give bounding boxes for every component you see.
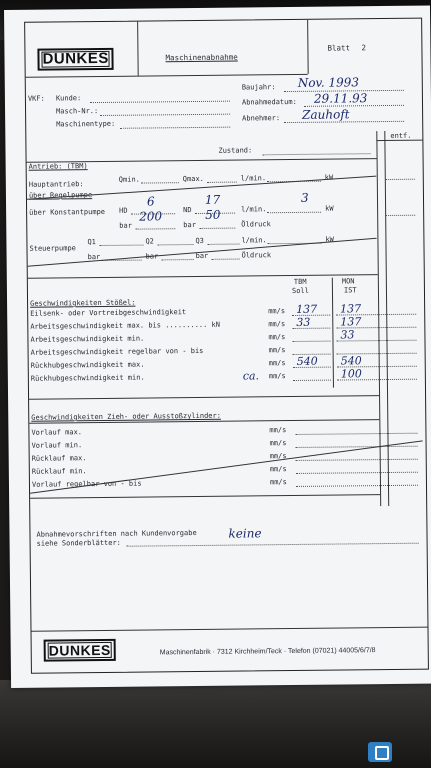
bar-hd-value: 200 bbox=[139, 209, 163, 224]
footer-dunkes-logo: DUNKES bbox=[44, 639, 116, 662]
zylinder-row-field bbox=[295, 433, 417, 435]
abnahmedatum-label: Abnahmedatum: bbox=[241, 97, 297, 107]
konstantpumpe-kw-value: 3 bbox=[300, 190, 309, 205]
col-soll: Soll bbox=[291, 286, 309, 295]
dunkes-logo: DUNKES bbox=[37, 48, 114, 71]
steuerpumpe-bar-1: bar bbox=[87, 253, 101, 262]
konstantpumpe-oeldruck-label: Öldruck bbox=[241, 220, 271, 229]
header-bottom-rule bbox=[26, 74, 308, 78]
col-tbm: TBM bbox=[293, 277, 307, 286]
stoessel-row-label: Eilsenk- oder Vortreibgeschwindigkeit bbox=[30, 308, 187, 318]
stoessel-row-label: Rückhubgeschwindigkeit min. bbox=[30, 373, 145, 383]
steuerpumpe-bar-3: bar bbox=[195, 251, 209, 261]
abnehmer-value: Zauhoft bbox=[302, 107, 350, 122]
steuerpumpe-unit-lmin: l/min. bbox=[241, 236, 267, 245]
maschinentype-label: Maschinentype: bbox=[56, 119, 116, 129]
zylinder-row-unit: mm/s bbox=[269, 426, 287, 435]
konstantpumpe-entf-field bbox=[385, 215, 415, 216]
stoessel-row-label: Rückhubgeschwindigkeit max. bbox=[30, 360, 145, 370]
q1-field bbox=[99, 245, 143, 246]
qmin-label: Qmin. bbox=[118, 175, 140, 184]
q2-label: Q2 bbox=[145, 237, 154, 246]
hauptantrieb-label: Hauptantrieb: bbox=[28, 180, 84, 189]
sheet-label: Blatt bbox=[327, 43, 351, 53]
bar-hd-label: bar bbox=[119, 221, 132, 230]
vkf-label: VKF: bbox=[27, 94, 45, 103]
soll-ist-divider bbox=[332, 278, 334, 388]
app-badge-icon[interactable] bbox=[368, 742, 392, 762]
masch-nr-label: Masch-Nr.: bbox=[56, 107, 99, 116]
entf-column-rule-2 bbox=[384, 131, 389, 506]
zylinder-row-unit: mm/s bbox=[269, 478, 287, 487]
ca-note: ca. bbox=[242, 369, 260, 383]
zustand-field bbox=[263, 153, 371, 155]
steuerpumpe-bar-3-field bbox=[212, 259, 240, 260]
ist-value: 137 bbox=[340, 315, 362, 329]
abnahme-field bbox=[127, 543, 419, 547]
zylinder-row-label: Rücklauf max. bbox=[31, 454, 87, 463]
hd-label: HD bbox=[119, 206, 128, 215]
abnahmedatum-value: 29.11.93 bbox=[313, 91, 368, 106]
maschinentype-field bbox=[120, 127, 230, 129]
stoessel-row-unit: mm/s bbox=[268, 359, 286, 368]
zylinder-row-label: Vorlauf max. bbox=[31, 428, 83, 437]
baujahr-label: Baujahr: bbox=[241, 83, 276, 92]
entf-column-rule bbox=[376, 131, 381, 506]
ist-value: 540 bbox=[340, 354, 362, 368]
abnahme-line2: siehe Sonderblätter: bbox=[36, 538, 121, 548]
abnehmer-label: Abnehmer: bbox=[242, 114, 281, 123]
zylinder-row-unit: mm/s bbox=[269, 452, 287, 461]
stoessel-row-unit: mm/s bbox=[268, 320, 286, 329]
zylinder-row-unit: mm/s bbox=[269, 465, 287, 474]
stoessel-row-unit: mm/s bbox=[268, 372, 286, 381]
soll-field bbox=[292, 341, 330, 342]
footer-address: Maschinenfabrik · 7312 Kirchheim/Teck · Telefon (07021) 44005/6/7/8 bbox=[159, 647, 376, 657]
stoessel-row-unit: mm/s bbox=[268, 307, 286, 316]
header-divider-1 bbox=[137, 22, 139, 76]
nd-label: ND bbox=[183, 206, 192, 215]
zylinder-row-unit: mm/s bbox=[269, 439, 287, 448]
header-divider-2 bbox=[307, 20, 309, 74]
zylinder-row-field bbox=[296, 485, 418, 487]
kunde-label: Kunde: bbox=[55, 94, 82, 103]
q3-label: Q3 bbox=[195, 236, 204, 246]
stoessel-bottom-rule bbox=[29, 395, 379, 400]
steuerpumpe-bar-2-field bbox=[162, 259, 194, 260]
zylinder-heading: Geschwindigkeiten Zieh- oder Ausstoßzylinder: bbox=[31, 411, 221, 422]
steuerpumpe-bar-2: bar bbox=[145, 252, 159, 261]
drive-bottom-rule bbox=[28, 274, 378, 279]
bar-nd-label: bar bbox=[183, 221, 196, 230]
col-ist: IST bbox=[343, 286, 357, 295]
hauptantrieb-unit-lmin: l/min. bbox=[240, 174, 267, 183]
zylinder-row-field bbox=[296, 472, 418, 474]
stoessel-row-unit: mm/s bbox=[268, 333, 286, 342]
hauptantrieb-unit-kw: kW bbox=[324, 173, 334, 182]
document-title: Maschinenabnahme bbox=[165, 52, 238, 63]
form-frame bbox=[24, 18, 429, 674]
stoessel-row-label: Arbeitsgeschwindigkeit max. bis .......... kN bbox=[30, 320, 221, 331]
steuerpumpe-unit-kw: kW bbox=[325, 235, 334, 244]
kunde-field bbox=[90, 101, 230, 103]
bar-nd-field bbox=[199, 228, 235, 229]
zylinder-row-field bbox=[296, 446, 418, 448]
abnahme-line1: Abnahmevorschriften nach Kundenvorgabe bbox=[36, 529, 197, 539]
stoessel-heading: Geschwindigkeiten Stößel: bbox=[30, 298, 136, 308]
konstantpumpe-unit-kw: kW bbox=[325, 204, 334, 213]
qmax-field bbox=[207, 182, 237, 183]
q2-field bbox=[157, 244, 193, 245]
hauptantrieb-entf-field bbox=[385, 179, 415, 180]
soll-value: 540 bbox=[296, 354, 318, 368]
footer-rule bbox=[32, 627, 428, 632]
konstantpumpe-unit-lmin: l/min. bbox=[241, 205, 267, 214]
konstantpumpe-kw-field bbox=[267, 212, 321, 214]
konstantpumpe-label: über Konstantpumpe bbox=[29, 207, 106, 217]
ist-value: 137 bbox=[340, 302, 362, 316]
col-mon: MON bbox=[341, 277, 355, 286]
q1-label: Q1 bbox=[87, 238, 96, 247]
baujahr-value: Nov. 1993 bbox=[297, 75, 360, 90]
zylinder-row-label: Rücklauf min. bbox=[31, 467, 87, 476]
bar-hd-field bbox=[135, 228, 175, 229]
qmin-field bbox=[141, 182, 179, 183]
antrieb-label: Antrieb: (TBM) bbox=[28, 162, 88, 171]
entf-label: entf. bbox=[390, 131, 412, 140]
document-sheet bbox=[4, 6, 431, 688]
regelpumpe-label: über Regelpumpe bbox=[28, 191, 93, 200]
bar-nd-value: 50 bbox=[205, 207, 221, 222]
nd-value: 17 bbox=[204, 192, 221, 207]
soll-field bbox=[293, 380, 331, 381]
stoessel-row-label: Arbeitsgeschwindigkeit regelbar von - bis bbox=[30, 346, 204, 357]
qmax-label: Qmax. bbox=[182, 174, 204, 184]
ist-value: 33 bbox=[340, 328, 355, 342]
soll-value: 137 bbox=[296, 302, 318, 316]
zylinder-row-label: Vorlauf min. bbox=[31, 441, 83, 450]
ist-value: 100 bbox=[340, 367, 362, 381]
zustand-label: Zustand: bbox=[218, 146, 253, 155]
hd-value: 6 bbox=[146, 194, 155, 209]
zylinder-row-field bbox=[296, 459, 418, 461]
stoessel-row-unit: mm/s bbox=[268, 346, 286, 355]
steuerpumpe-label: Steuerpumpe bbox=[29, 244, 76, 253]
soll-value: 33 bbox=[296, 315, 311, 329]
abnahme-value: keine bbox=[228, 526, 262, 541]
background-bottom bbox=[0, 680, 431, 768]
sheet-number: 2 bbox=[361, 43, 366, 53]
masch-nr-field bbox=[100, 114, 230, 116]
stoessel-row-label: Arbeitsgeschwindigkeit min. bbox=[30, 334, 145, 344]
q3-field bbox=[207, 244, 239, 245]
zylinder-row-label: Vorlauf regelbar von - bis bbox=[31, 479, 142, 489]
zylinder-bottom-rule bbox=[30, 494, 380, 499]
steuerpumpe-oeldruck-label: Öldruck bbox=[241, 251, 272, 260]
